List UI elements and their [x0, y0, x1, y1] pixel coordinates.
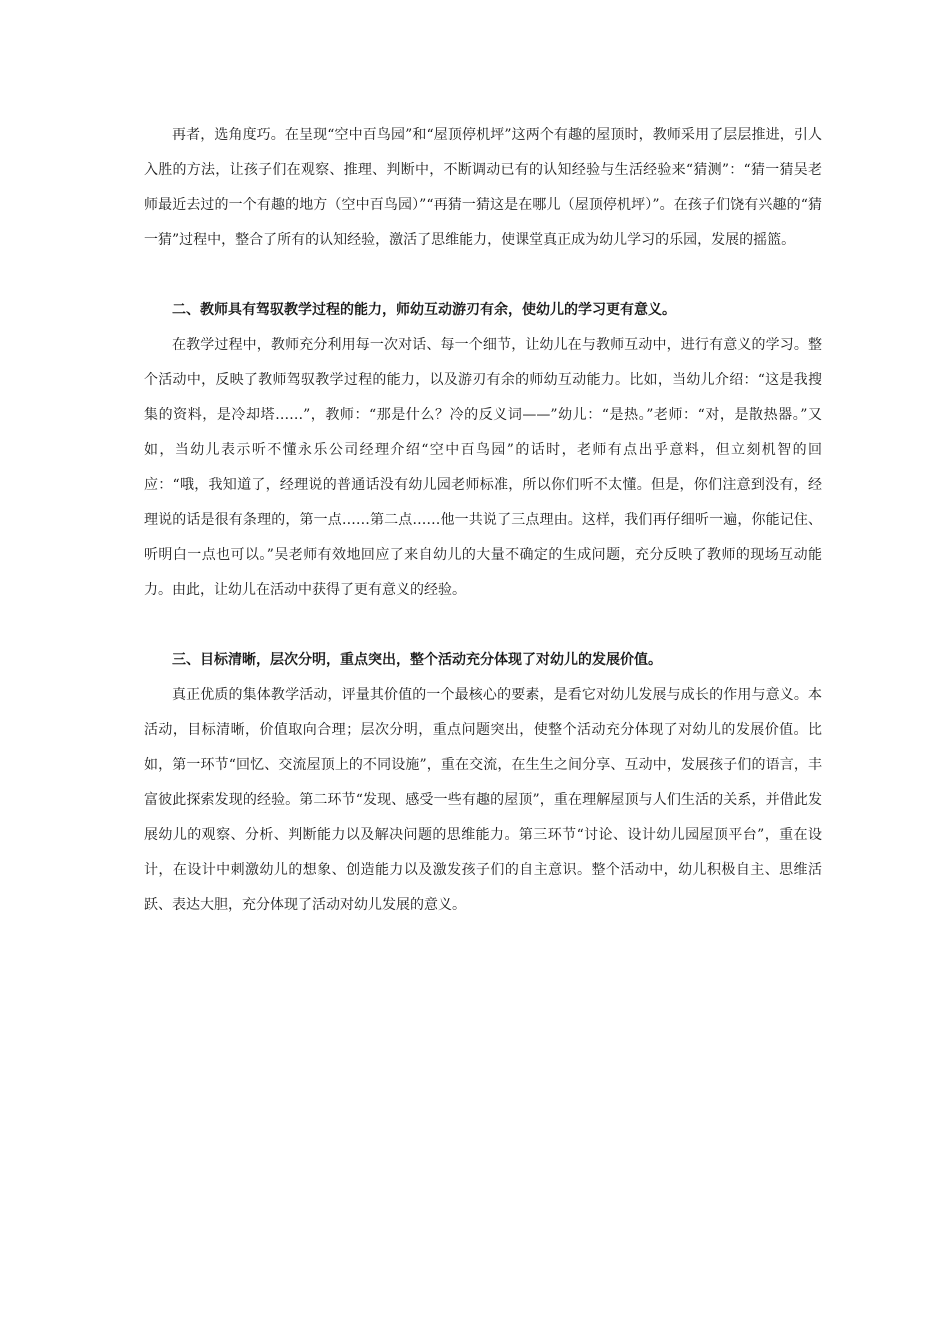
paragraph-spacer: [144, 608, 822, 643]
section-2-heading: 二、教师具有驾驭教学过程的能力，师幼互动游刃有余，使幼儿的学习更有意义。: [172, 302, 676, 318]
paragraph-spacer: [144, 258, 822, 293]
section-3-heading: 三、目标清晰，层次分明，重点突出，整个活动充分体现了对幼儿的发展价值。: [172, 652, 662, 668]
section-3-body: 真正优质的集体教学活动，评量其价值的一个最核心的要素，是看它对幼儿发展与成长的作用与意义。本活动，目标清晰，价值取向合理；层次分明，重点问题突出，使整个活动充分体现了对幼儿的发展价值。比如，第一环节“回忆、交流屋顶上的不同设施”，重在交流，在生生之间分享、互动中，发展孩子们的语言，丰富彼此探索发现的经验。第二环节“发现、感受一些有趣的屋顶”，重在理解屋顶与人们生活的关系，并借此发展幼儿的观察、分析、判断能力以及解决问题的思维能力。第三环节“讨论、设计幼儿园屋顶平台”，重在设计，在设计中刺激幼儿的想象、创造能力以及激发孩子们的自主意识。整个活动中，幼儿积极自主、思维活跃、表达大胆，充分体现了活动对幼儿发展的意义。: [144, 687, 822, 913]
section-2-body: 在教学过程中，教师充分利用每一次对话、每一个细节，让幼儿在与教师互动中，进行有意义的学习。整个活动中，反映了教师驾驭教学过程的能力，以及游刃有余的师幼互动能力。比如，当幼儿介绍：“这是我搜集的资料，是冷却塔……”，教师：“那是什么？冷的反义词——”幼儿：“是热。”老师：“对，是散热器。”又如，当幼儿表示听不懂永乐公司经理介绍“空中百鸟园”的话时，老师有点出乎意料，但立刻机智的回应：“哦，我知道了，经理说的普通话没有幼儿园老师标准，所以你们听不太懂。但是，你们注意到没有，经理说的话是很有条理的，第一点……第二点……他一共说了三点理由。这样，我们再仔细听一遍，你能记住、听明白一点也可以。”吴老师有效地回应了来自幼儿的大量不确定的生成问题，充分反映了教师的现场互动能力。由此，让幼儿在活动中获得了更有意义的经验。: [144, 337, 822, 598]
paragraph-intro: 再者，选角度巧。在呈现“空中百鸟园”和“屋顶停机坪”这两个有趣的屋顶时，教师采用了层层推进，引人入胜的方法，让孩子们在观察、推理、判断中，不断调动已有的认知经验与生活经验来“猜测”：“猜一猜吴老师最近去过的一个有趣的地方（空中百鸟园）”“再猜一猜这是在哪儿（屋顶停机坪）”。在孩子们饶有兴趣的“猜一猜”过程中，整合了所有的认知经验，激活了思维能力，使课堂真正成为幼儿学习的乐园，发展的摇篮。: [144, 127, 822, 248]
document-page: [144, 118, 822, 923]
